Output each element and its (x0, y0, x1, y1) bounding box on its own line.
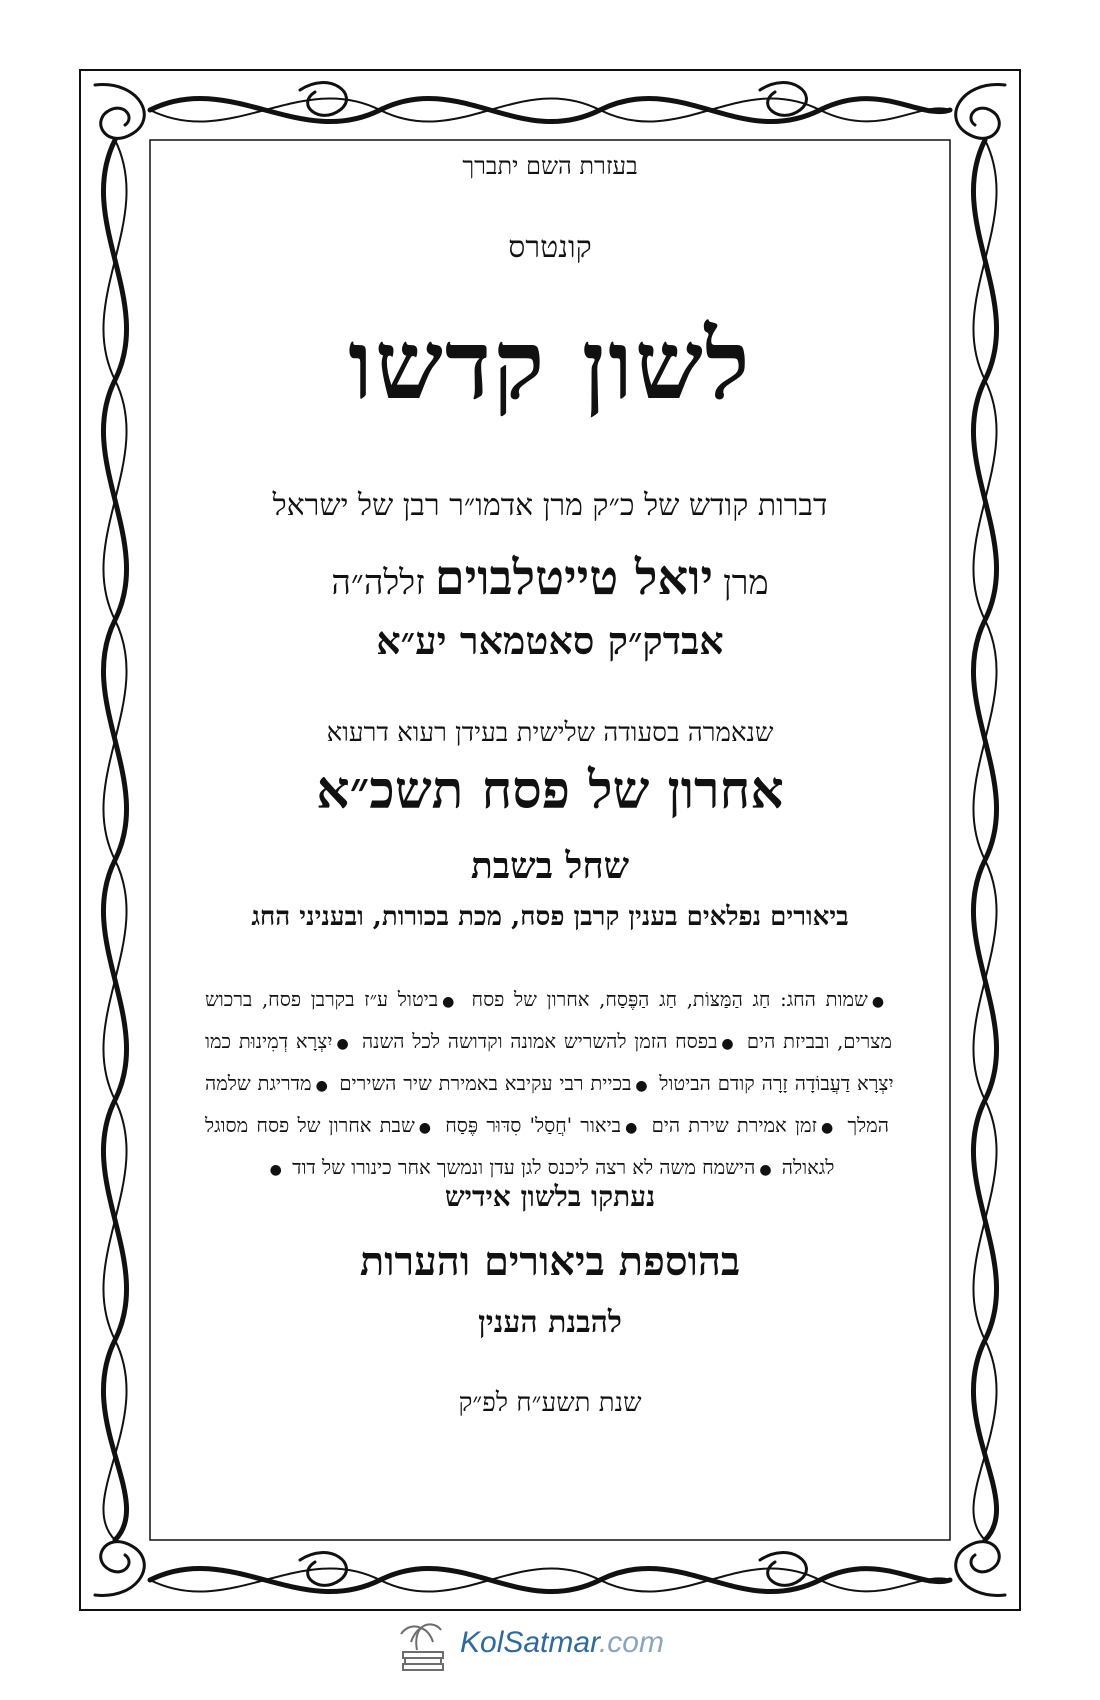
biurim-line: ביאורים נפלאים בענין קרבן פסח, מכת בכורות, ובעניני החג (251, 902, 849, 932)
topic-bullet: ● (625, 1120, 640, 1136)
topic-bullet: ● (871, 994, 888, 1010)
understanding-line: להבנת הענין (478, 1305, 622, 1340)
divrei-kodesh-line: דברות קודש של כ״ק מרן אדמו״ר רבן של ישראל (272, 488, 828, 523)
author-name-line (205, 550, 895, 606)
topic-item: ביאור 'חֲסַל' סִדּוּר פֶּסַח (445, 1114, 622, 1137)
topic-bullet: ● (315, 1078, 329, 1094)
topic-bullet: ● (442, 994, 458, 1010)
topic-item: שמות החג: חַג הַמַּצּוֹת, חַג הַפֶּסַח, אחרון של פסח (471, 988, 868, 1011)
name-suffix: זללה״ה (331, 563, 425, 603)
palm-tree-books-icon (395, 1620, 451, 1676)
brand-name: KolSatmar (460, 1626, 599, 1659)
topic-bullet: ● (635, 1078, 649, 1094)
occasion-intro: שנאמרה בסעודה שלישית בעידן רעוא דרעוא (326, 718, 774, 748)
topic-bullet: ● (269, 1162, 282, 1178)
kolsatmar-logo[interactable] (395, 1620, 715, 1680)
topic-item: שבת אחרון של פסח מסוגל לגאולה (205, 1114, 835, 1179)
kuntres-label: קונטרס (508, 230, 592, 265)
invocation-line: בעזרת השם יתברך (462, 152, 638, 180)
brand-wordmark (460, 1626, 664, 1660)
topic-item: בכיית רבי עקיבא באמירת שיר השירים (339, 1072, 632, 1095)
avdak-line: אבדק״ק סאטמאר יע״א (376, 618, 724, 663)
topic-item: הישמח משה לא רצה ליכנס לגן עדן ונמשך אחר כינורו של דוד (292, 1156, 756, 1179)
topic-bullet: ● (759, 1162, 772, 1178)
topic-item: ביטול ע״ז בקרבן פסח, ברכוש מצרים, ובביזת הים (205, 988, 892, 1053)
year-line: שנת תשע״ח לפ״ק (458, 1388, 642, 1418)
topic-bullet: ● (418, 1120, 434, 1136)
topic-item: בפסח הזמן להשריש אמונה וקדושה לכל השנה (361, 1030, 718, 1053)
translation-note: נעתקו בלשון אידיש (444, 1180, 656, 1213)
topic-bullet: ● (820, 1120, 836, 1136)
book-title: לשון קדשו (348, 308, 752, 421)
topic-bullet: ● (336, 1036, 351, 1052)
topic-item: מדריגת שלמה המלך (205, 1072, 889, 1137)
brand-domain: .com (598, 1626, 664, 1659)
topics-list (205, 980, 895, 1190)
topic-item: זמן אמירת שירת הים (651, 1114, 817, 1137)
topic-item: יִצְרָא דְמִינוּת כמו יִצְרָא דַעֲבוֹדָה זָרָה קודם הביטול (205, 1030, 894, 1095)
occasion-title: אחרון של פסח תשכ״א (316, 760, 784, 821)
occasion-subtitle: שחל בשבת (470, 845, 630, 887)
topic-bullet: ● (721, 1036, 736, 1052)
moran-prefix: מרן (723, 563, 769, 603)
additions-title: בהוספת ביאורים והערות (359, 1238, 741, 1285)
author-name: יואל טייטלבוים (434, 550, 714, 606)
